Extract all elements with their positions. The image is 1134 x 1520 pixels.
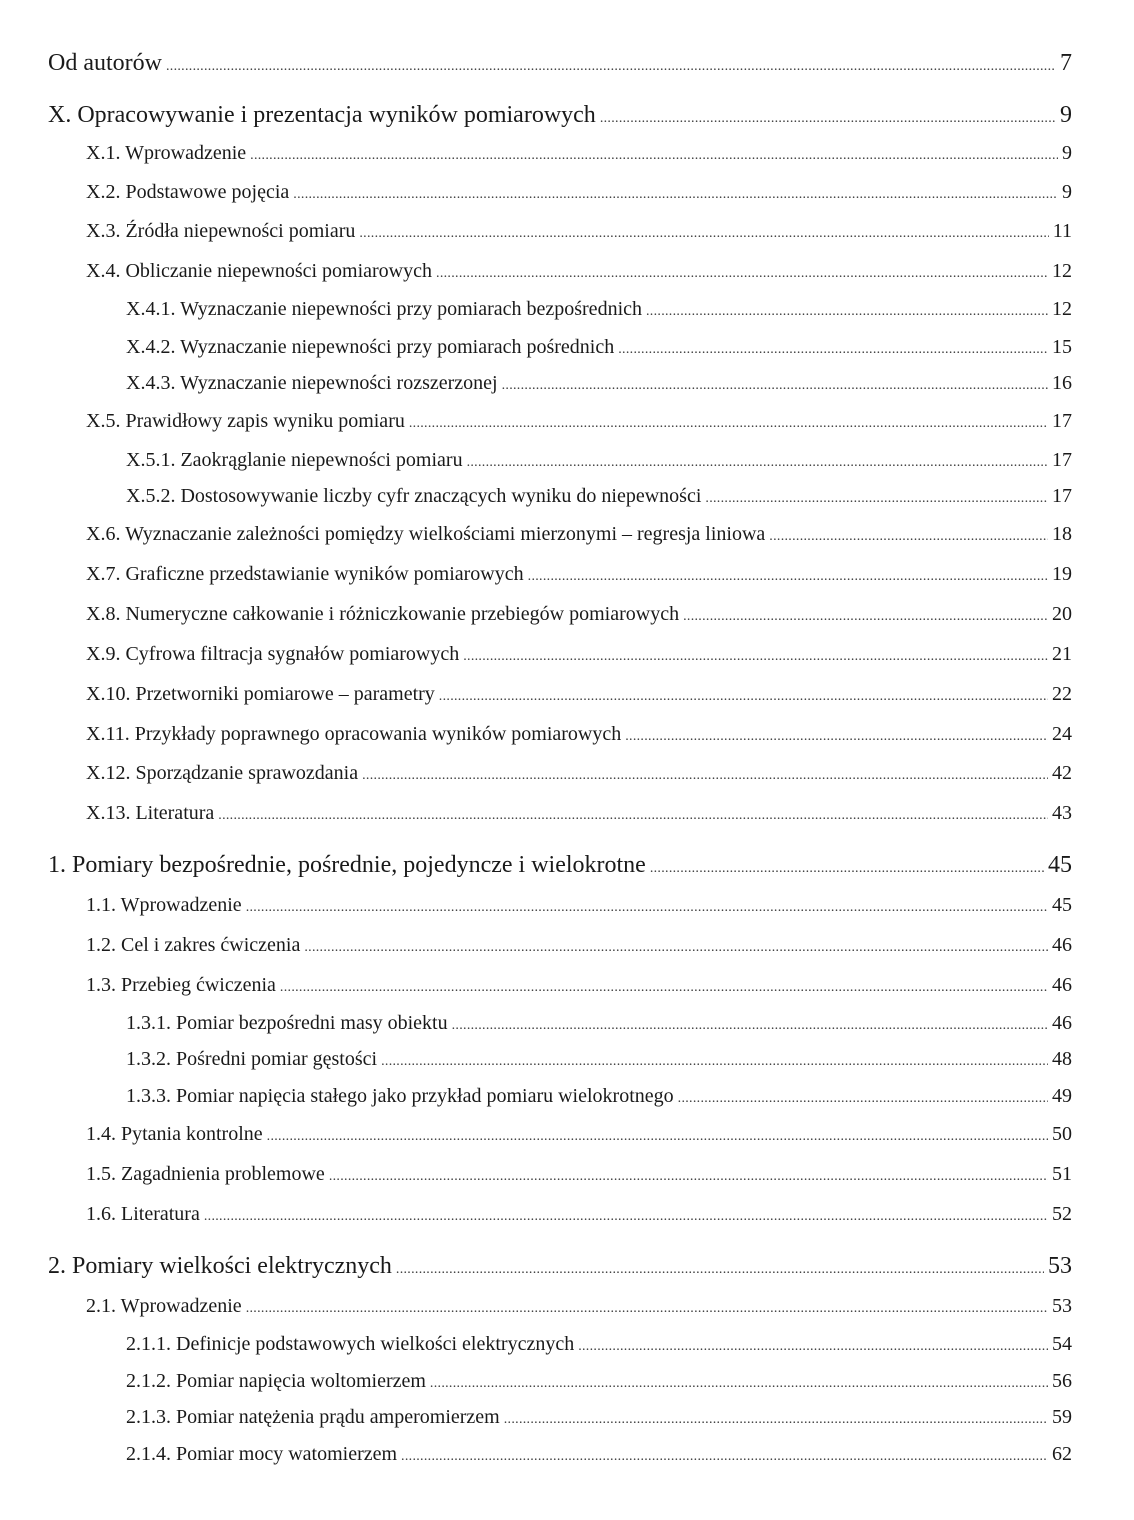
toc-page-number: 11 — [1052, 220, 1072, 242]
toc-dot-leader — [769, 529, 1048, 545]
toc-entry-chapter-1[interactable] — [48, 852, 1072, 879]
toc-dot-leader — [409, 416, 1048, 432]
toc-entry-label: X.3. Źródła niepewności pomiaru — [86, 220, 356, 242]
toc-dot-leader — [396, 1262, 1044, 1278]
toc-entry-x6[interactable] — [86, 523, 1072, 546]
toc-page-number: 12 — [1052, 260, 1072, 282]
toc-page-number: 46 — [1052, 1012, 1072, 1034]
toc-entry-label: X.5.1. Zaokrąglanie niepewności pomiaru — [126, 449, 463, 471]
toc-page-number: 12 — [1052, 298, 1072, 320]
toc-dot-leader — [467, 455, 1048, 471]
toc-entry-label: X.1. Wprowadzenie — [86, 142, 247, 164]
toc-entry-x3[interactable] — [86, 220, 1072, 243]
toc-dot-leader — [329, 1169, 1048, 1185]
toc-entry-label: X.13. Literatura — [86, 802, 215, 824]
toc-entry-label: 2.1.3. Pomiar natężenia prądu amperomierzem — [126, 1406, 500, 1428]
toc-dot-leader — [578, 1339, 1048, 1355]
toc-dot-leader — [381, 1054, 1048, 1070]
toc-entry-label: X.4. Obliczanie niepewności pomiarowych — [86, 260, 433, 282]
toc-dot-leader — [705, 491, 1048, 507]
toc-page-number: 53 — [1048, 1253, 1072, 1279]
toc-dot-leader — [625, 729, 1048, 745]
toc-entry-x12[interactable] — [86, 762, 1072, 785]
toc-entry-label: X.12. Sporządzanie sprawozdania — [86, 762, 359, 784]
toc-entry-1-3-1[interactable] — [126, 1012, 1072, 1035]
toc-entry-label: X.4.1. Wyznaczanie niepewności przy pomiarach bezpośrednich — [126, 298, 642, 320]
toc-entry-chapter-x[interactable] — [48, 102, 1072, 129]
toc-entry-x5-2[interactable] — [126, 485, 1072, 508]
toc-page-number: 9 — [1062, 181, 1072, 203]
toc-entry-1-3-3[interactable] — [126, 1085, 1072, 1108]
toc-entry-x4[interactable] — [86, 260, 1072, 283]
toc-entry-2-1-3[interactable] — [126, 1406, 1072, 1429]
toc-page-number: 46 — [1052, 974, 1072, 996]
toc-entry-1-4[interactable] — [86, 1123, 1072, 1146]
toc-dot-leader — [246, 900, 1048, 916]
toc-page-number: 9 — [1062, 142, 1072, 164]
toc-entry-1-1[interactable] — [86, 894, 1072, 917]
toc-page-number: 17 — [1052, 485, 1072, 507]
toc-entry-x5-1[interactable] — [126, 449, 1072, 472]
toc-page-number: 22 — [1052, 683, 1072, 705]
toc-entry-label: X.9. Cyfrowa filtracja sygnałów pomiarowych — [86, 643, 460, 665]
toc-entry-x4-2[interactable] — [126, 336, 1072, 359]
toc-entry-label: Od autorów — [48, 50, 162, 76]
toc-dot-leader — [646, 304, 1048, 320]
toc-page-number: 51 — [1052, 1163, 1072, 1185]
toc-dot-leader — [401, 1449, 1048, 1465]
toc-entry-label: 2.1.1. Definicje podstawowych wielkości elektrycznych — [126, 1333, 575, 1355]
toc-entry-x4-1[interactable] — [126, 298, 1072, 321]
toc-dot-leader — [304, 940, 1048, 956]
toc-entry-label: 1.5. Zagadnienia problemowe — [86, 1163, 325, 1185]
toc-entry-2-1-2[interactable] — [126, 1370, 1072, 1393]
toc-dot-leader — [528, 569, 1048, 585]
toc-entry-1-5[interactable] — [86, 1163, 1072, 1186]
toc-entry-1-3[interactable] — [86, 974, 1072, 997]
toc-dot-leader — [683, 609, 1048, 625]
toc-entry-label: X.4.2. Wyznaczanie niepewności przy pomiarach pośrednich — [126, 336, 615, 358]
toc-entry-x2[interactable] — [86, 181, 1072, 204]
toc-entry-label: X.5.2. Dostosowywanie liczby cyfr znaczących wyniku do niepewności — [126, 485, 702, 507]
toc-entry-label: X.4.3. Wyznaczanie niepewności rozszerzonej — [126, 372, 498, 394]
toc-entry-label: 2.1. Wprowadzenie — [86, 1295, 242, 1317]
toc-entry-x13[interactable] — [86, 802, 1072, 825]
toc-entry-1-3-2[interactable] — [126, 1048, 1072, 1071]
toc-page-number: 50 — [1052, 1123, 1072, 1145]
toc-entry-label: X.7. Graficzne przedstawianie wyników pomiarowych — [86, 563, 524, 585]
toc-entry-label: X. Opracowywanie i prezentacja wyników pomiarowych — [48, 102, 596, 128]
toc-dot-leader — [618, 342, 1048, 358]
toc-dot-leader — [600, 111, 1056, 127]
toc-entry-label: 1.3.3. Pomiar napięcia stałego jako przykład pomiaru wielokrotnego — [126, 1085, 674, 1107]
toc-dot-leader — [362, 768, 1048, 784]
toc-page-number: 9 — [1060, 102, 1072, 128]
toc-page-number: 53 — [1052, 1295, 1072, 1317]
toc-entry-label: 1.6. Literatura — [86, 1203, 200, 1225]
toc-entry-label: 1.2. Cel i zakres ćwiczenia — [86, 934, 301, 956]
toc-dot-leader — [218, 808, 1048, 824]
toc-entry-2-1[interactable] — [86, 1295, 1072, 1318]
toc-dot-leader — [267, 1129, 1048, 1145]
toc-entry-1-2[interactable] — [86, 934, 1072, 957]
toc-entry-1-6[interactable] — [86, 1203, 1072, 1226]
toc-entry-label: 1.4. Pytania kontrolne — [86, 1123, 263, 1145]
toc-page-number: 17 — [1052, 449, 1072, 471]
toc-dot-leader — [359, 226, 1048, 242]
toc-entry-label: X.8. Numeryczne całkowanie i różniczkowanie przebiegów pomiarowych — [86, 603, 680, 625]
toc-page-number: 62 — [1052, 1443, 1072, 1465]
toc-dot-leader — [280, 980, 1048, 996]
toc-dot-leader — [204, 1209, 1048, 1225]
toc-dot-leader — [502, 378, 1048, 394]
toc-dot-leader — [246, 1301, 1048, 1317]
toc-entry-label: 2.1.2. Pomiar napięcia woltomierzem — [126, 1370, 426, 1392]
toc-page-number: 45 — [1052, 894, 1072, 916]
toc-entry-label: X.2. Podstawowe pojęcia — [86, 181, 290, 203]
toc-page-number: 52 — [1052, 1203, 1072, 1225]
toc-dot-leader — [650, 861, 1044, 877]
toc-dot-leader — [439, 689, 1048, 705]
toc-dot-leader — [436, 266, 1048, 282]
toc-entry-x11[interactable] — [86, 723, 1072, 746]
toc-entry-label: 1.3. Przebieg ćwiczenia — [86, 974, 276, 996]
toc-entry-x4-3[interactable] — [126, 372, 1072, 395]
toc-page-number: 21 — [1052, 643, 1072, 665]
toc-page-number: 18 — [1052, 523, 1072, 545]
toc-entry-x1[interactable] — [86, 142, 1072, 165]
toc-dot-leader — [452, 1018, 1048, 1034]
toc-entry-label: 1.1. Wprowadzenie — [86, 894, 242, 916]
toc-page-number: 56 — [1052, 1370, 1072, 1392]
toc-dot-leader — [504, 1412, 1048, 1428]
toc-entry-x7[interactable] — [86, 563, 1072, 586]
toc-entry-label: 1.3.2. Pośredni pomiar gęstości — [126, 1048, 378, 1070]
toc-dot-leader — [463, 649, 1048, 665]
toc-dot-leader — [430, 1376, 1048, 1392]
toc-page-number: 59 — [1052, 1406, 1072, 1428]
toc-dot-leader — [166, 59, 1056, 75]
toc-page-number: 17 — [1052, 410, 1072, 432]
toc-dot-leader — [678, 1091, 1048, 1107]
toc-entry-label: 1.3.1. Pomiar bezpośredni masy obiektu — [126, 1012, 448, 1034]
toc-page-number: 49 — [1052, 1085, 1072, 1107]
toc-page-number: 20 — [1052, 603, 1072, 625]
toc-entry-x8[interactable] — [86, 603, 1072, 626]
toc-entry-label: X.11. Przykłady poprawnego opracowania wyników pomiarowych — [86, 723, 622, 745]
toc-entry-label: X.10. Przetworniki pomiarowe – parametry — [86, 683, 435, 705]
toc-entry-chapter-2[interactable] — [48, 1253, 1072, 1280]
toc-page-number: 19 — [1052, 563, 1072, 585]
toc-page-number: 48 — [1052, 1048, 1072, 1070]
toc-entry-x10[interactable] — [86, 683, 1072, 706]
toc-entry-2-1-1[interactable] — [126, 1333, 1072, 1356]
toc-page-number: 54 — [1052, 1333, 1072, 1355]
toc-entry-label: 2.1.4. Pomiar mocy watomierzem — [126, 1443, 398, 1465]
toc-entry-label: X.5. Prawidłowy zapis wyniku pomiaru — [86, 410, 405, 432]
toc-dot-leader — [250, 148, 1058, 164]
toc-page-number: 42 — [1052, 762, 1072, 784]
toc-page-number: 24 — [1052, 723, 1072, 745]
toc-entry-label: X.6. Wyznaczanie zależności pomiędzy wielkościami mierzonymi – regresja liniowa — [86, 523, 766, 545]
toc-page-number: 16 — [1052, 372, 1072, 394]
toc-entry-2-1-4[interactable] — [126, 1443, 1072, 1466]
toc-page-number: 46 — [1052, 934, 1072, 956]
toc-page-number: 7 — [1060, 50, 1072, 76]
toc-entry-x9[interactable] — [86, 643, 1072, 666]
toc-entry-preface[interactable] — [48, 50, 1072, 77]
toc-entry-x5[interactable] — [86, 410, 1072, 433]
toc-dot-leader — [293, 187, 1058, 203]
toc-entry-label: 2. Pomiary wielkości elektrycznych — [48, 1253, 392, 1279]
toc-page-number: 15 — [1052, 336, 1072, 358]
toc-entry-label: 1. Pomiary bezpośrednie, pośrednie, pojedyncze i wielokrotne — [48, 852, 646, 878]
toc-page-number: 43 — [1052, 802, 1072, 824]
toc-page-number: 45 — [1048, 852, 1072, 878]
